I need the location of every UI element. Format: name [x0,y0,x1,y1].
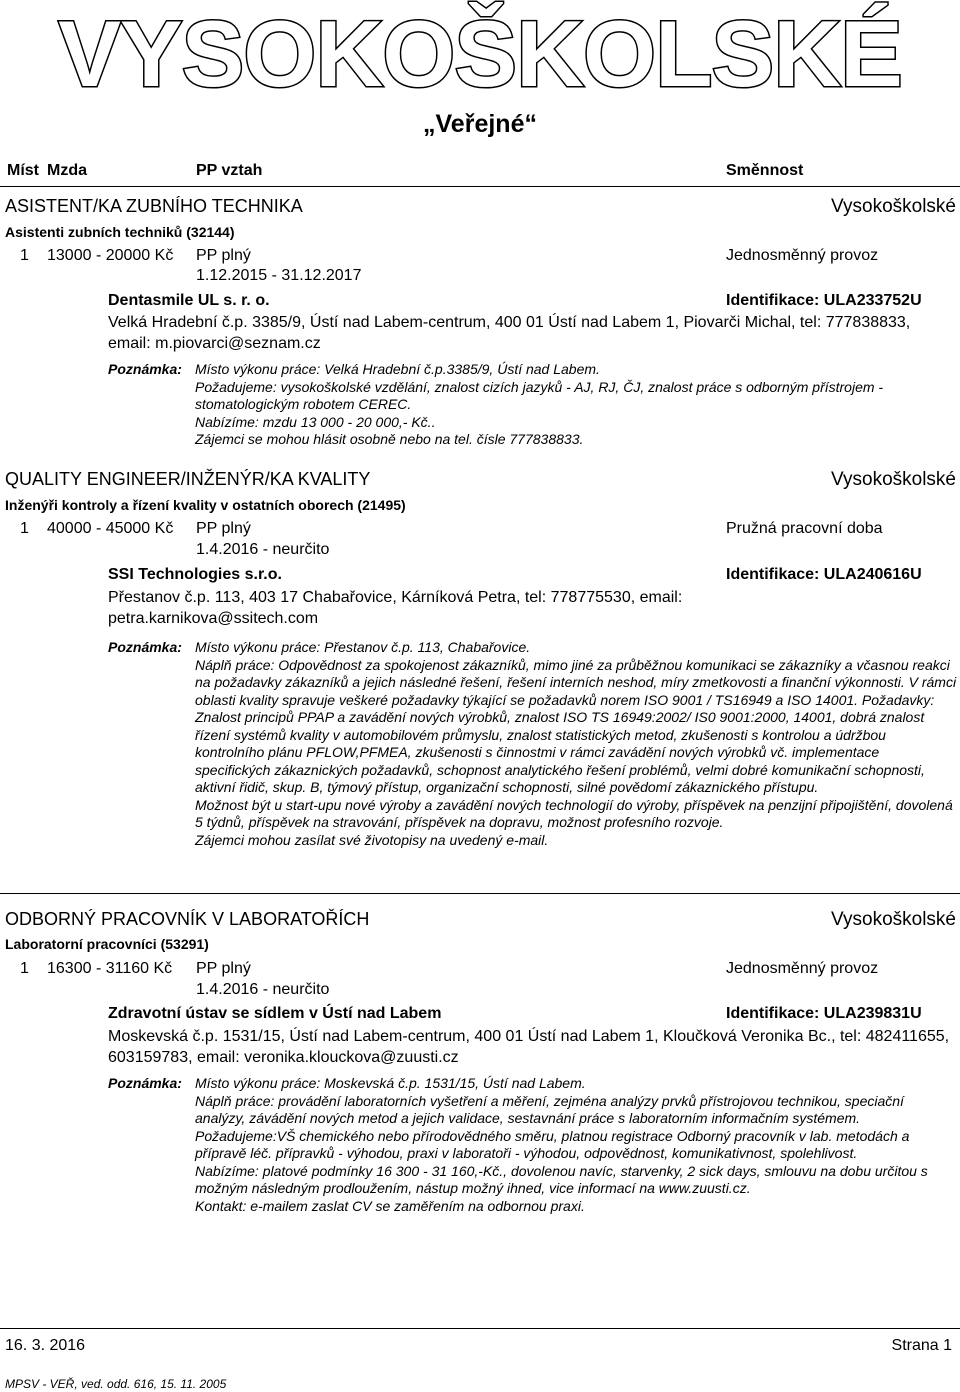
employer-name: Zdravotní ústav se sídlem v Ústí nad Labem [108,1005,442,1022]
job-category: Laboratorní pracovníci (53291) [5,936,209,952]
employer-name: Dentasmile UL s. r. o. [108,292,270,309]
note-line: Možnost být u start-upu nové výroby a zavádění nových technologií do výroby, příspěvek na penzijní připojištění, dovolená 5 týdnů, příspěvek na stravování, příspěvek na dopravu, možnost profesního rozvoje. [195,796,953,830]
job-title: QUALITY ENGINEER/INŽENÝR/KA KVALITY [5,469,371,489]
salary: 16300 - 31160 Kč [47,960,173,977]
column-header-mzda: Mzda [47,162,87,179]
shift-type: Jednosměnný provoz [726,247,879,264]
job-category: Asistenti zubních techniků (32144) [5,224,235,240]
note-line: Náplň práce: Odpovědnost za spokojenost zákazníků, mimo jiné za průběžnou komunikaci se zákazníky a včasnou reakci na požadavky zákazníků a jejich následné řešení, řešení interních neshod, míry zmetkovosti a finanční výkonnosti. V rámci oblasti kvality spravuje veškeré požadavky týkající se požadavků norem ISO 9001 / TS16949 a ISO 14001. Požadavky: Znalost principů PPAP a zavádění nových výrobků, znalost ISO TS 16949:2002/ IS0 9001:2000, 14001, dobrá znalost řízení systémů kvality v automobilovém průmyslu, znalost statistických metod, zkušenosti s kontrolou a údržbou kontrolního plánu PFLOW,PFMEA, zkušenosti s činnostmi v rámci zavádění nových výrobků vč. implementace specifických zákaznických požadavků, schopnost analytického řešení problémů, velmi dobré komunikační schopnosti, aktivní řidič, skup. B, týmový přístup, organizační schopnosti, silné povědomí zákaznického přístupu. [195,656,957,795]
note-line: Zájemci mohou zasílat své životopisy na uvedený e-mail. [195,831,549,848]
employment-period: 1.12.2015 - 31.12.2017 [196,267,362,284]
employer-name: SSI Technologies s.r.o. [108,566,282,583]
vacancy-count: 1 [20,520,29,537]
column-header-smennost: Směnnost [726,162,804,179]
employment-type: PP plný [196,520,251,537]
education-level: Vysokoškolské [831,196,956,217]
vacancy-count: 1 [20,960,29,977]
education-level: Vysokoškolské [831,469,956,490]
note-line: Náplň práce: provádění laboratorních vyšetření a měření, zejména analýzy prvků přístrojovou technikou, speciační analýzy, závádění nových metod a jejich validace, sestavnání práce s laboratorním informačním systémem. [195,1092,904,1126]
note-line: Zájemci se mohou hlásit osobně nebo na tel. čísle 777838833. [195,431,584,447]
job-note [195,639,957,849]
document-title: VYSOKOŠKOLSKÉ [58,1,902,106]
education-level: Vysokoškolské [831,909,956,930]
document-subtitle: „Veřejné“ [423,110,537,138]
note-line: Požadujeme: vysokoškolské vzdělání, znalost cizích jazyků - AJ, RJ, ČJ, znalost práce s odborným přístrojem - stomatologickým robotem CEREC. [195,378,884,412]
note-line: Místo výkonu práce: Moskevská č.p. 1531/15, Ústí nad Labem. [195,1075,586,1091]
note-line: Nabízíme: platové podmínky 16 300 - 31 160,-Kč., dovolenou navíc, starvenky, 2 sick days, smlouvu na dobu určitou s možným následným prodloužením, nástup možný ihned, vice informací na www.zuusti.cz. [195,1162,928,1196]
salary: 13000 - 20000 Kč [47,247,174,264]
note-line: Místo výkonu práce: Velká Hradební č.p.3385/9, Ústí nad Labem. [195,361,600,377]
vacancy-count: 1 [20,247,29,264]
section-divider [0,893,960,894]
note-line: Kontakt: e-mailem zaslat CV se zaměřením na odbornou praxi. [195,1197,585,1214]
shift-type: Jednosměnný provoz [726,960,879,977]
employment-period: 1.4.2016 - neurčito [196,541,330,558]
job-note [195,1075,955,1215]
job-title: ODBORNÝ PRACOVNÍK V LABORATOŘÍCH [5,909,370,929]
footer-divider [0,1328,960,1329]
note-label: Poznámka: [108,1075,182,1091]
note-line: Místo výkonu práce: Přestanov č.p. 113, Chabařovice. [195,639,531,655]
job-note [195,361,955,449]
note-label: Poznámka: [108,361,182,377]
note-line: Požadujeme:VŠ chemického nebo přírodovědného směru, platnou registrace Odborný pracovník v lab. metodách a přípravě léč. přípravků - výhodou, praxi v laboratoři - výhodou, odpovědnost, komunikativnost, spolehlivost. [195,1127,910,1161]
column-header-mist: Míst [7,162,39,179]
form-identifier: MPSV - VEŘ, ved. odd. 616, 15. 11. 2005 [5,1377,227,1391]
salary: 40000 - 45000 Kč [47,520,174,537]
employer-contact: Velká Hradební č.p. 3385/9, Ústí nad Labem-centrum, 400 01 Ústí nad Labem 1, Piovarči Michal, tel: 777838833, email: m.piovarci@seznam.cz [108,314,911,352]
job-identifier: Identifikace: ULA240616U [726,566,922,583]
shift-type: Pružná pracovní doba [726,520,883,537]
employment-type: PP plný [196,247,251,264]
note-line: Nabízíme: mzdu 13 000 - 20 000,- Kč.. [195,413,436,430]
employer-contact: Přestanov č.p. 113, 403 17 Chabařovice, Kárníková Petra, tel: 778775530, email: petra.karnikova@ssitech.com [108,589,683,627]
print-date: 16. 3. 2016 [5,1337,86,1354]
job-category: Inženýři kontroly a řízení kvality v ostatních oborech (21495) [5,497,406,513]
job-identifier: Identifikace: ULA233752U [726,292,922,309]
employment-period: 1.4.2016 - neurčito [196,981,330,998]
job-title: ASISTENT/KA ZUBNÍHO TECHNIKA [5,196,303,216]
page-number: Strana 1 [891,1337,952,1354]
note-label: Poznámka: [108,639,182,655]
employment-type: PP plný [196,960,251,977]
column-header-pp-vztah: PP vztah [196,162,263,179]
job-identifier: Identifikace: ULA239831U [726,1005,922,1022]
employer-contact: Moskevská č.p. 1531/15, Ústí nad Labem-centrum, 400 01 Ústí nad Labem 1, Kloučková Veronika Bc., tel: 482411655, 603159783, email: veronika.klouckova@zuusti.cz [108,1028,950,1066]
header-divider [0,186,960,187]
